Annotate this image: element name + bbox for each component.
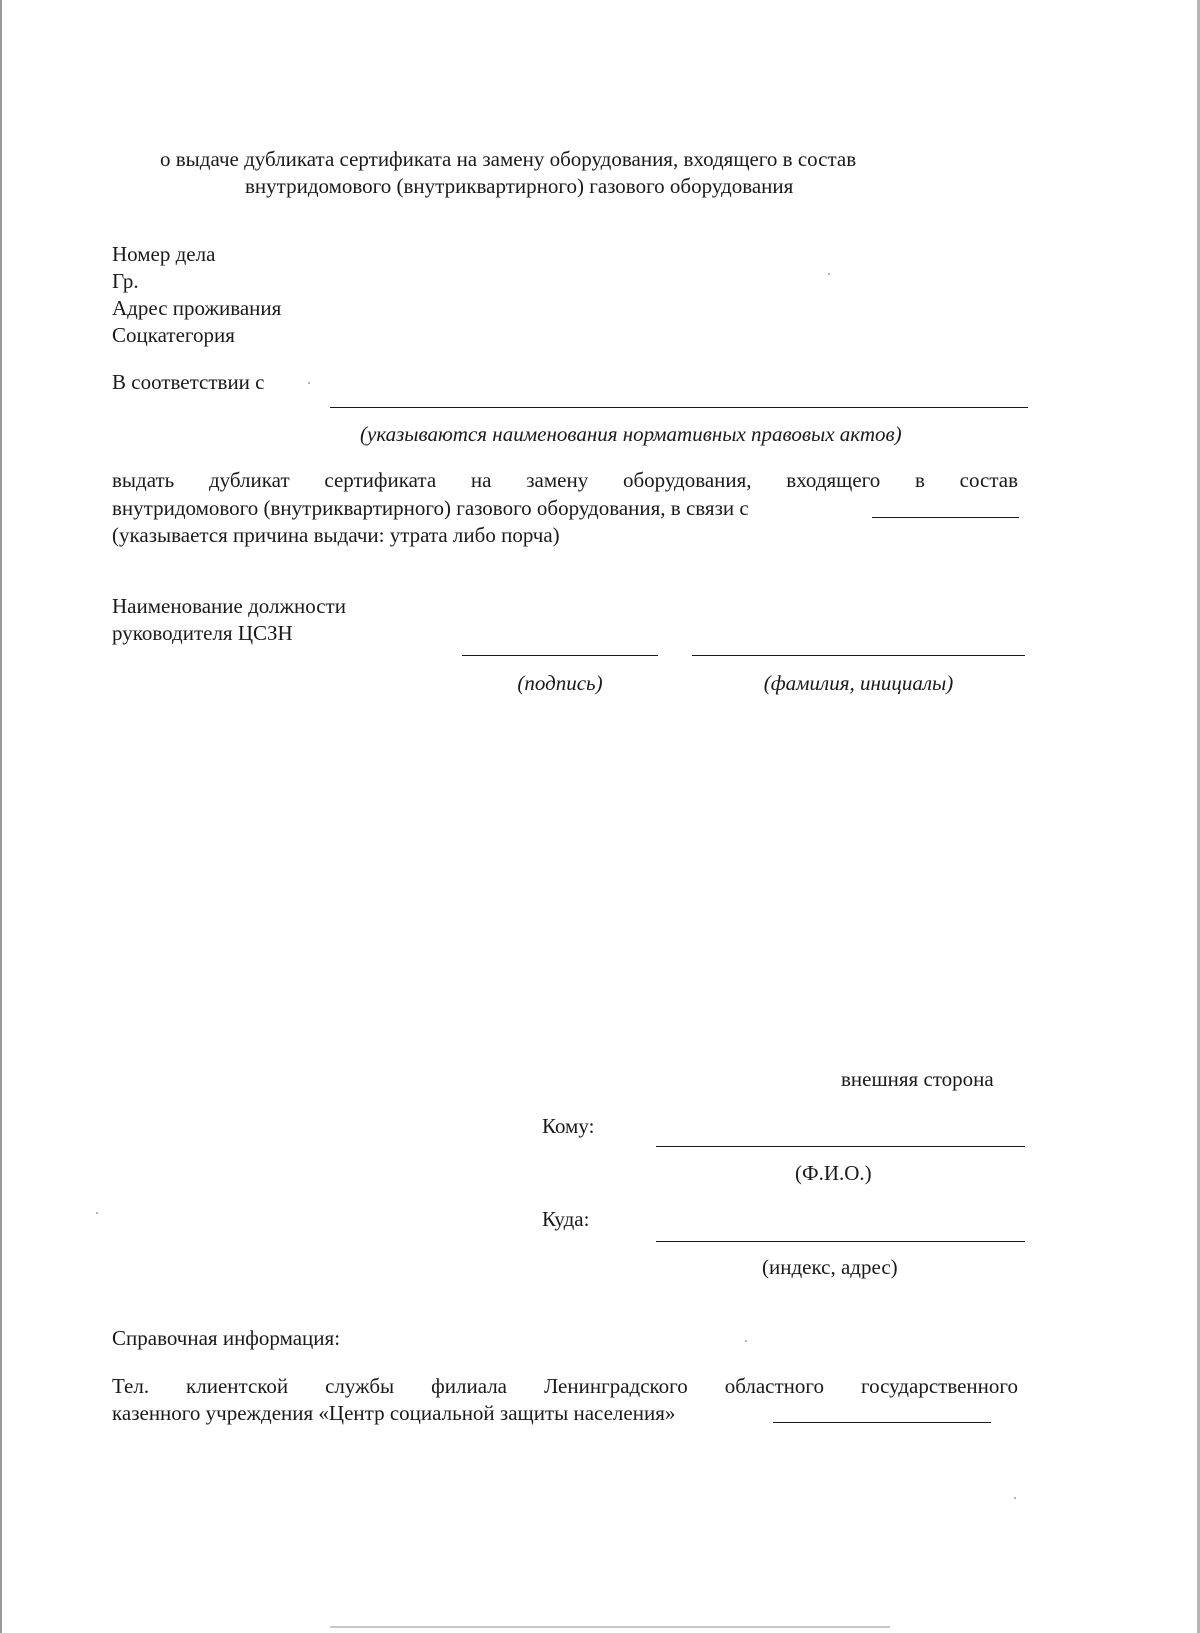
according-label: В соответствии с xyxy=(112,370,265,394)
header-line-1: о выдаче дубликата сертификата на замену оборудования, входящего в состав xyxy=(160,147,857,171)
where-label: Куда: xyxy=(542,1207,590,1231)
header-line-2: внутридомового (внутриквартирного) газового оборудования xyxy=(245,174,794,198)
reference-title: Справочная информация: xyxy=(112,1326,341,1350)
to-label: Кому: xyxy=(542,1114,595,1138)
citizen-label: Гр. xyxy=(112,269,139,293)
social-category-label: Соцкатегория xyxy=(112,323,235,347)
envelope-side-label: внешняя сторона xyxy=(841,1067,994,1091)
name-line xyxy=(692,655,1025,656)
decision-line-2: внутридомового (внутриквартирного) газового оборудования, в связи с xyxy=(112,496,749,520)
position-line-1: Наименование должности xyxy=(112,594,346,618)
to-hint: (Ф.И.О.) xyxy=(795,1161,872,1185)
scan-bottom-mark xyxy=(330,1626,890,1628)
to-line xyxy=(656,1146,1025,1147)
where-hint: (индекс, адрес) xyxy=(762,1255,898,1279)
position-line-2: руководителя ЦСЗН xyxy=(112,621,293,645)
decision-line-3: (указывается причина выдачи: утрата либо порча) xyxy=(112,523,560,547)
scan-speck xyxy=(1014,1497,1016,1499)
scan-left-edge xyxy=(0,0,2,1633)
signature-line xyxy=(462,655,658,656)
legal-acts-hint: (указываются наименования нормативных правовых актов) xyxy=(360,422,902,446)
scan-speck xyxy=(828,273,830,275)
legal-acts-line xyxy=(330,407,1028,408)
scan-speck xyxy=(308,382,310,384)
case-number-label: Номер дела xyxy=(112,242,216,266)
phone-line xyxy=(773,1422,991,1423)
scan-speck xyxy=(745,1340,747,1342)
scan-speck xyxy=(96,1212,98,1214)
where-line xyxy=(656,1241,1025,1242)
reference-line-1: Тел. клиентской службы филиала Ленинградского областного государственного xyxy=(112,1374,1018,1398)
name-hint: (фамилия, инициалы) xyxy=(763,671,954,695)
address-label: Адрес проживания xyxy=(112,296,282,320)
signature-hint: (подпись) xyxy=(517,671,603,695)
reason-line xyxy=(872,517,1019,518)
decision-line-1: выдать дубликат сертификата на замену оборудования, входящего в состав xyxy=(112,468,1018,492)
reference-line-2: казенного учреждения «Центр социальной защиты населения» xyxy=(112,1401,676,1425)
